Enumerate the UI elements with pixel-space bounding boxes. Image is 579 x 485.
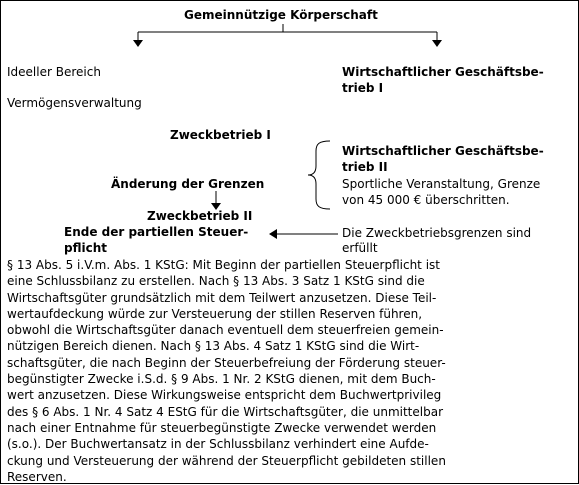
paragraph-line: schaftsgüter, die nach Beginn der Steuerbefreiung der Förderung steuer- [7,355,446,370]
explanation-paragraph [7,257,567,485]
arrow-left-pointer [269,229,277,239]
curly-brace [308,141,330,209]
paragraph-line: nützigen Bereich dienen. Nach § 13 Abs. 4 Satz 1 KStG sind die Wirt- [7,339,420,354]
paragraph-line: eine Schlussbilanz zu erstellen. Nach § 13 Abs. 3 Satz 1 KStG sind die [7,274,425,289]
label-wgb-i-line1: Wirtschaftlicher Geschäftsbe- [342,65,544,79]
label-aenderung-der-grenzen: Änderung der Grenzen [111,177,265,191]
label-wgb-ii-line2: trieb II [342,160,388,174]
arrow-right-head [432,40,442,47]
paragraph-line: wert anzusetzen. Diese Wirkungsweise entspricht dem Buchwertprivileg [7,388,442,403]
label-ideeller-bereich: Ideeller Bereich [7,65,101,79]
paragraph-line: nach einer Entnahme für steuerbegünstigte Zwecke verwendet werden [7,420,437,435]
paragraph-line: obwohl die Wirtschaftsgüter danach eventuell dem steuerfreien gemein- [7,323,444,338]
arrow-left-head [133,40,143,47]
title-gemeinnuetzige-koerperschaft: Gemeinnützige Körperschaft [184,8,378,22]
label-zweckbetrieb-ii: Zweckbetrieb II [147,209,253,223]
paragraph-line: Wirtschaftsgüter grundsätzlich mit dem Teilwert anzusetzen. Diese Teil- [7,290,437,305]
note-grenze-ueberschritten: von 45 000 € überschritten. [342,193,510,207]
paragraph-line: des § 6 Abs. 1 Nr. 4 Satz 4 EStG für die Wirtschaftsgüter, die unmittelbar [7,404,443,419]
label-ende-line1: Ende der partiellen Steuer- [64,225,249,239]
paragraph-line: (s.o.). Der Buchwertansatz in der Schlussbilanz verhindert eine Aufde- [7,437,429,452]
paragraph-line: § 13 Abs. 5 i.V.m. Abs. 1 KStG: Mit Beginn der partiellen Steuerpflicht ist [7,258,440,272]
paragraph-line: begünstigter Zwecke i.S.d. § 9 Abs. 1 Nr. 2 KStG dienen, mit dem Buch- [7,372,436,387]
paragraph-line: Reserven. [7,469,67,484]
note-zweckbetriebsgrenzen-line1: Die Zweckbetriebsgrenzen sind [342,226,532,240]
label-wgb-ii-line1: Wirtschaftlicher Geschäftsbe- [342,144,544,158]
note-sportliche-veranstaltung: Sportliche Veranstaltung, Grenze [342,177,541,191]
label-ende-line2: pflicht [64,241,107,255]
label-zweckbetrieb-i: Zweckbetrieb I [170,128,271,142]
note-zweckbetriebsgrenzen-line2: erfüllt [342,241,378,255]
paragraph-line: ckung und Versteuerung der während der Steuerpflicht gebildeten stillen [7,453,446,468]
label-wgb-i-line2: trieb I [342,81,384,95]
paragraph-line: wertaufdeckung würde zur Versteuerung der stillen Reserven führen, [7,306,423,321]
label-vermoegensverwaltung: Vermögensverwaltung [7,96,142,110]
